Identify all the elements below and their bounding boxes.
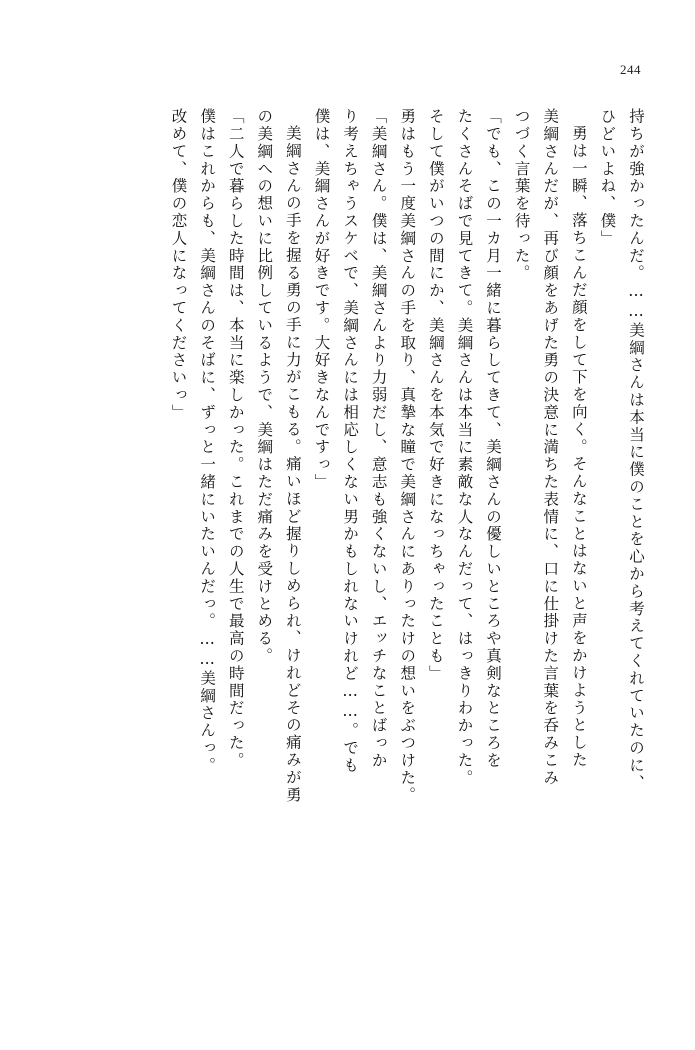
text-line: 僕はこれからも、美綱さんのそばに、ずっと一緒にいたいんだっ。……美綱さんっ。 (198, 108, 217, 775)
text-line: たくさんそばで見てきて。美綱さんは本当に素敵な人なんだって、はっきりわかった。 (455, 108, 474, 787)
text-line: 勇はもう一度美綱さんの手を取り、真摯な瞳で美綱さんにありったけの想いをぶつけた。 (398, 108, 417, 804)
text-line: の美綱への想いに比例しているようで、美綱はただ痛みを受けとめる。 (255, 108, 274, 665)
text-line: 勇は一瞬、落ちこんだ顔をして下を向く。そんなことはないと声をかけようとした (569, 125, 588, 769)
text-line: そして僕がいつの間にか、美綱さんを本気で好きになっちゃったことも」 (426, 108, 445, 683)
text-line: 持ちが強かったんだ。……美綱さんは本当に僕のことを心から考えてくれていたのに、 (627, 108, 645, 792)
text-line: 改めて、僕の恋人になってくださいっ」 (169, 108, 188, 422)
text-line: ひどいよね、僕」 (598, 108, 617, 248)
text-line: 「美綱さん。僕は、美綱さんより力弱だし、意志も強くないし、エッチなことばっか (369, 108, 388, 770)
text-line: つづく言葉を待った。 (512, 108, 531, 282)
text-line: 僕は、美綱さんが好きです。大好きなんですっ」 (312, 108, 331, 491)
text-line: 美綱さんの手を握る勇の手に力がこもる。痛いほど握りしめられ、けれどその痛みが勇 (283, 125, 302, 804)
body-text (52, 108, 643, 994)
text-line: 「二人で暮らした時間は、本当に楽しかった。これまでの人生で最高の時間だった。 (226, 108, 245, 770)
page-number: 244 (620, 62, 641, 77)
text-line: 美綱さんだが、再び顔をあげた勇の決意に満ちた表情に、口に仕掛けた言葉を呑みこみ (541, 108, 560, 787)
text-line: 「でも、この一カ月一緒に暮らしてきて、美綱さんの優しいところや真剣なところを (484, 108, 503, 770)
text-line: り考えちゃうスケベで、美綱さんには相応しくない男かもしれないけれど……。でも (341, 108, 360, 775)
